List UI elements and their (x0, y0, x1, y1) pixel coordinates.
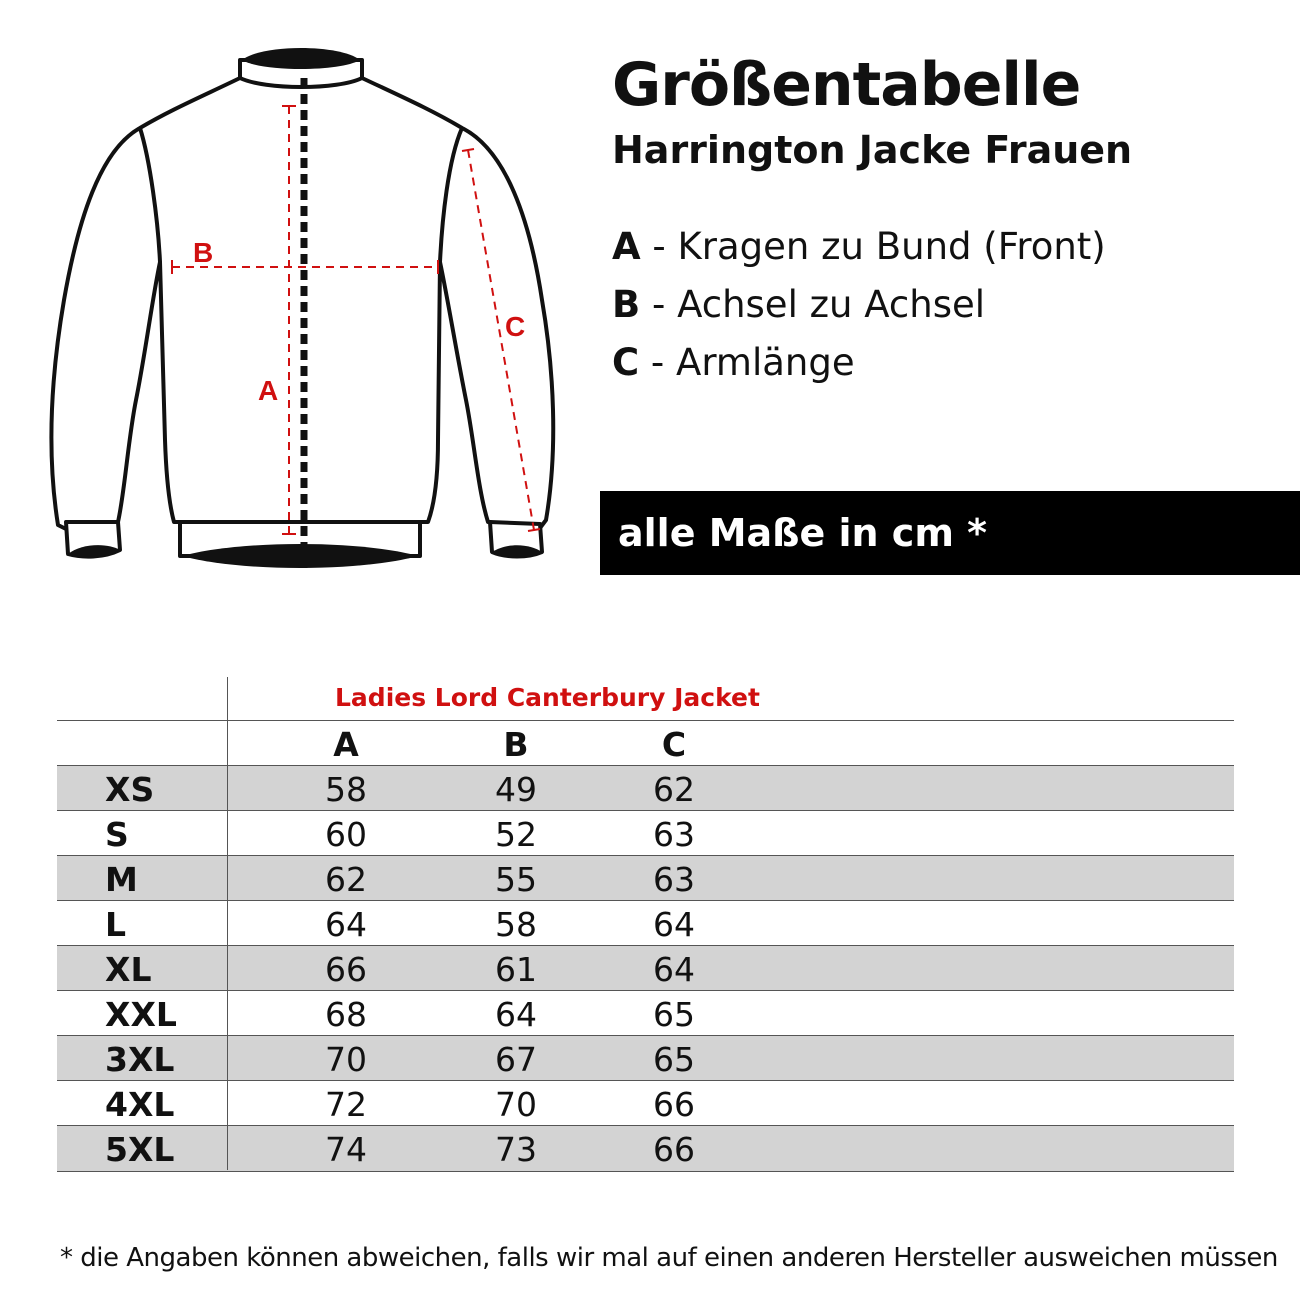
table-row (57, 765, 1234, 811)
value-c: 64 (653, 950, 695, 989)
size-label: L (105, 905, 127, 944)
measure-label-a: A (258, 375, 279, 406)
product-name: Ladies Lord Canterbury Jacket (335, 683, 760, 712)
value-a: 72 (325, 1085, 367, 1124)
size-label: S (105, 815, 129, 854)
footnote: * die Angaben können abweichen, falls wir mal auf einen anderen Hersteller ausweichen müssen (60, 1243, 1278, 1273)
table-column-divider (227, 677, 228, 1170)
value-c: 63 (653, 815, 695, 854)
value-b: 58 (495, 905, 537, 944)
size-label: M (105, 860, 138, 899)
value-b: 67 (495, 1040, 537, 1079)
measure-label-b: B (193, 237, 214, 268)
size-label: 3XL (105, 1040, 175, 1079)
value-a: 62 (325, 860, 367, 899)
table-row (57, 855, 1234, 901)
legend-letter: C (612, 341, 640, 384)
legend-text: - Armlänge (639, 341, 855, 384)
value-c: 65 (653, 1040, 695, 1079)
value-b: 73 (495, 1130, 537, 1169)
table-row (57, 990, 1234, 1036)
value-b: 64 (495, 995, 537, 1034)
table-row (57, 1125, 1234, 1172)
legend-item-c (612, 338, 1106, 396)
value-a: 74 (325, 1130, 367, 1169)
table-row (57, 1035, 1234, 1081)
value-a: 70 (325, 1040, 367, 1079)
value-c: 66 (653, 1085, 695, 1124)
units-banner: alle Maße in cm * (600, 491, 1300, 575)
value-b: 55 (495, 860, 537, 899)
legend-item-b (612, 280, 1106, 338)
value-c: 65 (653, 995, 695, 1034)
value-c: 64 (653, 905, 695, 944)
column-header-row (57, 720, 1234, 766)
table-row (57, 900, 1234, 946)
size-label: 5XL (105, 1130, 175, 1169)
size-label: XXL (105, 995, 177, 1034)
value-c: 66 (653, 1130, 695, 1169)
value-a: 66 (325, 950, 367, 989)
value-a: 58 (325, 770, 367, 809)
value-b: 70 (495, 1085, 537, 1124)
value-a: 64 (325, 905, 367, 944)
legend-text: - Achsel zu Achsel (640, 283, 986, 326)
product-row (57, 677, 1234, 722)
legend-letter: B (612, 283, 641, 326)
table-row (57, 810, 1234, 856)
page-title: Größentabelle (612, 50, 1081, 120)
column-header-a: A (333, 725, 359, 764)
measurement-legend (612, 222, 1106, 396)
value-a: 60 (325, 815, 367, 854)
legend-letter: A (612, 225, 641, 268)
size-label: XS (105, 770, 155, 809)
legend-text: - Kragen zu Bund (Front) (640, 225, 1106, 268)
jacket-measurement-diagram (0, 0, 600, 600)
value-b: 61 (495, 950, 537, 989)
size-label: 4XL (105, 1085, 175, 1124)
legend-item-a (612, 222, 1106, 280)
column-header-b: B (503, 725, 529, 764)
size-label: XL (105, 950, 152, 989)
table-row (57, 945, 1234, 991)
measure-label-c: C (505, 311, 526, 342)
value-a: 68 (325, 995, 367, 1034)
value-b: 49 (495, 770, 537, 809)
value-c: 63 (653, 860, 695, 899)
value-c: 62 (653, 770, 695, 809)
table-row (57, 1080, 1234, 1126)
page-subtitle: Harrington Jacke Frauen (612, 128, 1133, 172)
column-header-c: C (661, 725, 687, 764)
value-b: 52 (495, 815, 537, 854)
